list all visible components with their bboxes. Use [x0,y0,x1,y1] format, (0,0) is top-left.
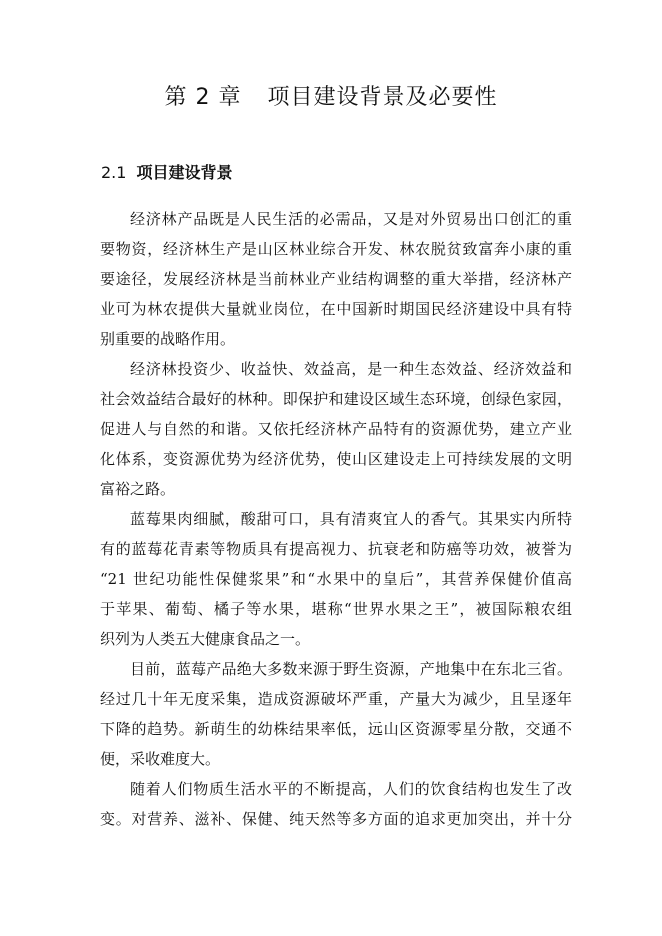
text-line: 要物资，经济林生产是山区林业综合开发、林农脱贫致富奔小康的重 [100,240,572,258]
paragraph [100,354,572,504]
text-line: 下降的趋势。新萌生的幼株结果率低，远山区资源零星分散，交通不 [100,720,572,738]
text-line: 别重要的战略作用。 [100,330,236,348]
text-line: 织列为人类五大健康食品之一。 [100,630,311,648]
paragraph [100,654,572,774]
text-line: 化体系，变资源优势为经济优势，使山区建设走上可持续发展的文明 [100,450,572,468]
text-line: 富裕之路。 [100,480,176,498]
paragraph [100,774,572,834]
section-heading-text: 项目建设背景 [136,163,233,182]
text-line: “21 世纪功能性保健浆果”和“水果中的皇后”，其营养保健价值高 [100,570,572,588]
text-line: 社会效益结合最好的林种。即保护和建设区域生态环境，创绿色家园， [100,390,572,408]
text-line: 经过几十年无度采集，造成资源破坏严重，产量大为减少，且呈逐年 [100,690,572,708]
chapter-heading-text: 项目建设背景及必要性 [267,85,498,110]
text-line: 目前，蓝莓产品绝大多数来源于野生资源，产地集中在东北三省。 [130,660,572,678]
paragraph [100,204,572,354]
text-line: 便，采收难度大。 [100,750,221,768]
text-line: 经济林投资少、收益快、效益高，是一种生态效益、经济效益和 [130,360,572,378]
body-text [100,204,572,834]
paragraph [100,504,572,654]
text-line: 要途径，发展经济林是当前林业产业结构调整的重大举措，经济林产 [100,270,572,288]
text-line: 经济林产品既是人民生活的必需品，又是对外贸易出口创汇的重 [130,210,572,228]
text-line: 变。对营养、滋补、保健、纯天然等多方面的追求更加突出，并十分 [100,810,572,828]
chapter-title [0,80,662,116]
chapter-number: 第 2 章 [164,85,242,110]
section-number: 2.1 [101,163,127,182]
text-line: 业可为林农提供大量就业岗位，在中国新时期国民经济建设中具有特 [100,300,572,318]
section-title [101,160,232,186]
text-line: 促进人与自然的和谐。又依托经济林产品特有的资源优势，建立产业 [100,420,572,438]
text-line: 于苹果、葡萄、橘子等水果，堪称“世界水果之王”，被国际粮农组 [100,600,572,618]
text-line: 蓝莓果肉细腻，酸甜可口，具有清爽宜人的香气。其果实内所特 [130,510,572,528]
text-line: 随着人们物质生活水平的不断提高，人们的饮食结构也发生了改 [130,780,572,798]
text-line: 有的蓝莓花青素等物质具有提高视力、抗衰老和防癌等功效，被誉为 [100,540,572,558]
